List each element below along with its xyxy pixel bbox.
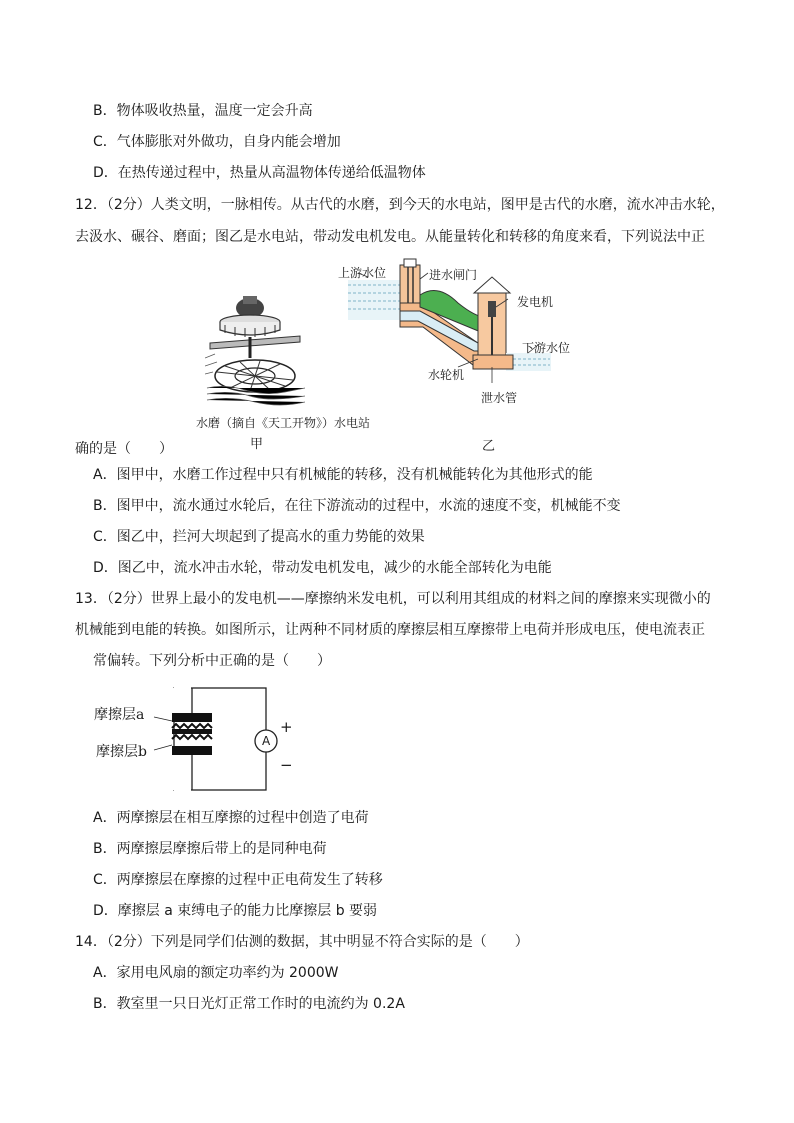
q13-option-c: C．两摩擦层在摩擦的过程中正电荷发生了转移: [93, 872, 383, 888]
label-downstream-water-level: 下游水位: [522, 341, 571, 355]
q14-option-b: B．教室里一只日光灯正常工作时的电流约为 0.2A: [93, 996, 405, 1012]
q12-option-c: C．图乙中，拦河大坝起到了提高水的重力势能的效果: [93, 529, 425, 545]
figure-label-jia: 甲: [250, 437, 264, 452]
q12-option-d: D．图乙中，流水冲击水轮，带动发电机发电，减少的水能全部转化为电能: [93, 560, 552, 576]
q13-stem-line-2: 机械能到电能的转换。如图所示，让两种不同材质的摩擦层相互摩擦带上电荷并形成电压，使电流表正: [75, 622, 705, 638]
q13-option-d: D．摩擦层 a 束缚电子的能力比摩擦层 b 要弱: [93, 903, 378, 919]
label-friction-layer-b: 摩擦层b: [96, 744, 147, 760]
q11-option-c: C．气体膨胀对外做功，自身内能会增加: [93, 134, 341, 150]
label-outlet-pipe: 泄水管: [481, 391, 518, 405]
q11-option-d: D．在热传递过程中，热量从高温物体传递给低温物体: [93, 165, 426, 181]
q14-stem-line-1: 14．（2分）下列是同学们估测的数据，其中明显不符合实际的是（ ）: [75, 934, 529, 950]
figure-caption: 水磨（摘自《天工开物》）水电站: [196, 416, 371, 430]
ammeter-positive-terminal: +: [280, 718, 293, 736]
q12-option-a: A．图甲中，水磨工作过程中只有机械能的转移，没有机械能转化为其他形式的能: [93, 467, 593, 483]
triboelectric-circuit-diagram: [140, 683, 300, 798]
q13-stem-line-3: 常偏转。下列分析中正确的是（ ）: [93, 653, 331, 669]
q13-option-a: A．两摩擦层在相互摩擦的过程中创造了电荷: [93, 810, 369, 826]
q12-stem-line-1: 12．（2分）人类文明，一脉相传。从古代的水磨，到今天的水电站，图甲是古代的水磨，流水冲击水轮，: [75, 197, 725, 213]
ammeter-symbol: A: [262, 734, 271, 748]
label-upstream-water-level: 上游水位: [338, 266, 387, 280]
q12-stem-line-3: 确的是（ ）: [75, 441, 173, 457]
label-inlet-gate: 进水闸门: [429, 268, 478, 282]
label-generator: 发电机: [517, 295, 554, 309]
q13-stem-line-1: 13．（2分）世界上最小的发电机——摩擦纳米发电机，可以利用其组成的材料之间的摩擦来实现微小的: [75, 591, 711, 607]
q12-option-b: B．图甲中，流水通过水轮后，在往下游流动的过程中，水流的速度不变，机械能不变: [93, 498, 621, 514]
label-friction-layer-a: 摩擦层a: [94, 707, 145, 723]
q12-stem-line-2: 去汲水、碾谷、磨面；图乙是水电站，带动发电机发电。从能量转化和转移的角度来看，下列说法中正: [75, 229, 705, 245]
figure-label-yi: 乙: [482, 439, 496, 454]
q13-option-b: B．两摩擦层摩擦后带上的是同种电荷: [93, 841, 327, 857]
ammeter-negative-terminal: −: [280, 756, 293, 774]
q14-option-a: A．家用电风扇的额定功率约为 2000W: [93, 965, 339, 981]
water-mill-figure: [205, 288, 305, 406]
q11-option-b: B．物体吸收热量，温度一定会升高: [93, 103, 313, 119]
label-turbine: 水轮机: [428, 368, 465, 382]
